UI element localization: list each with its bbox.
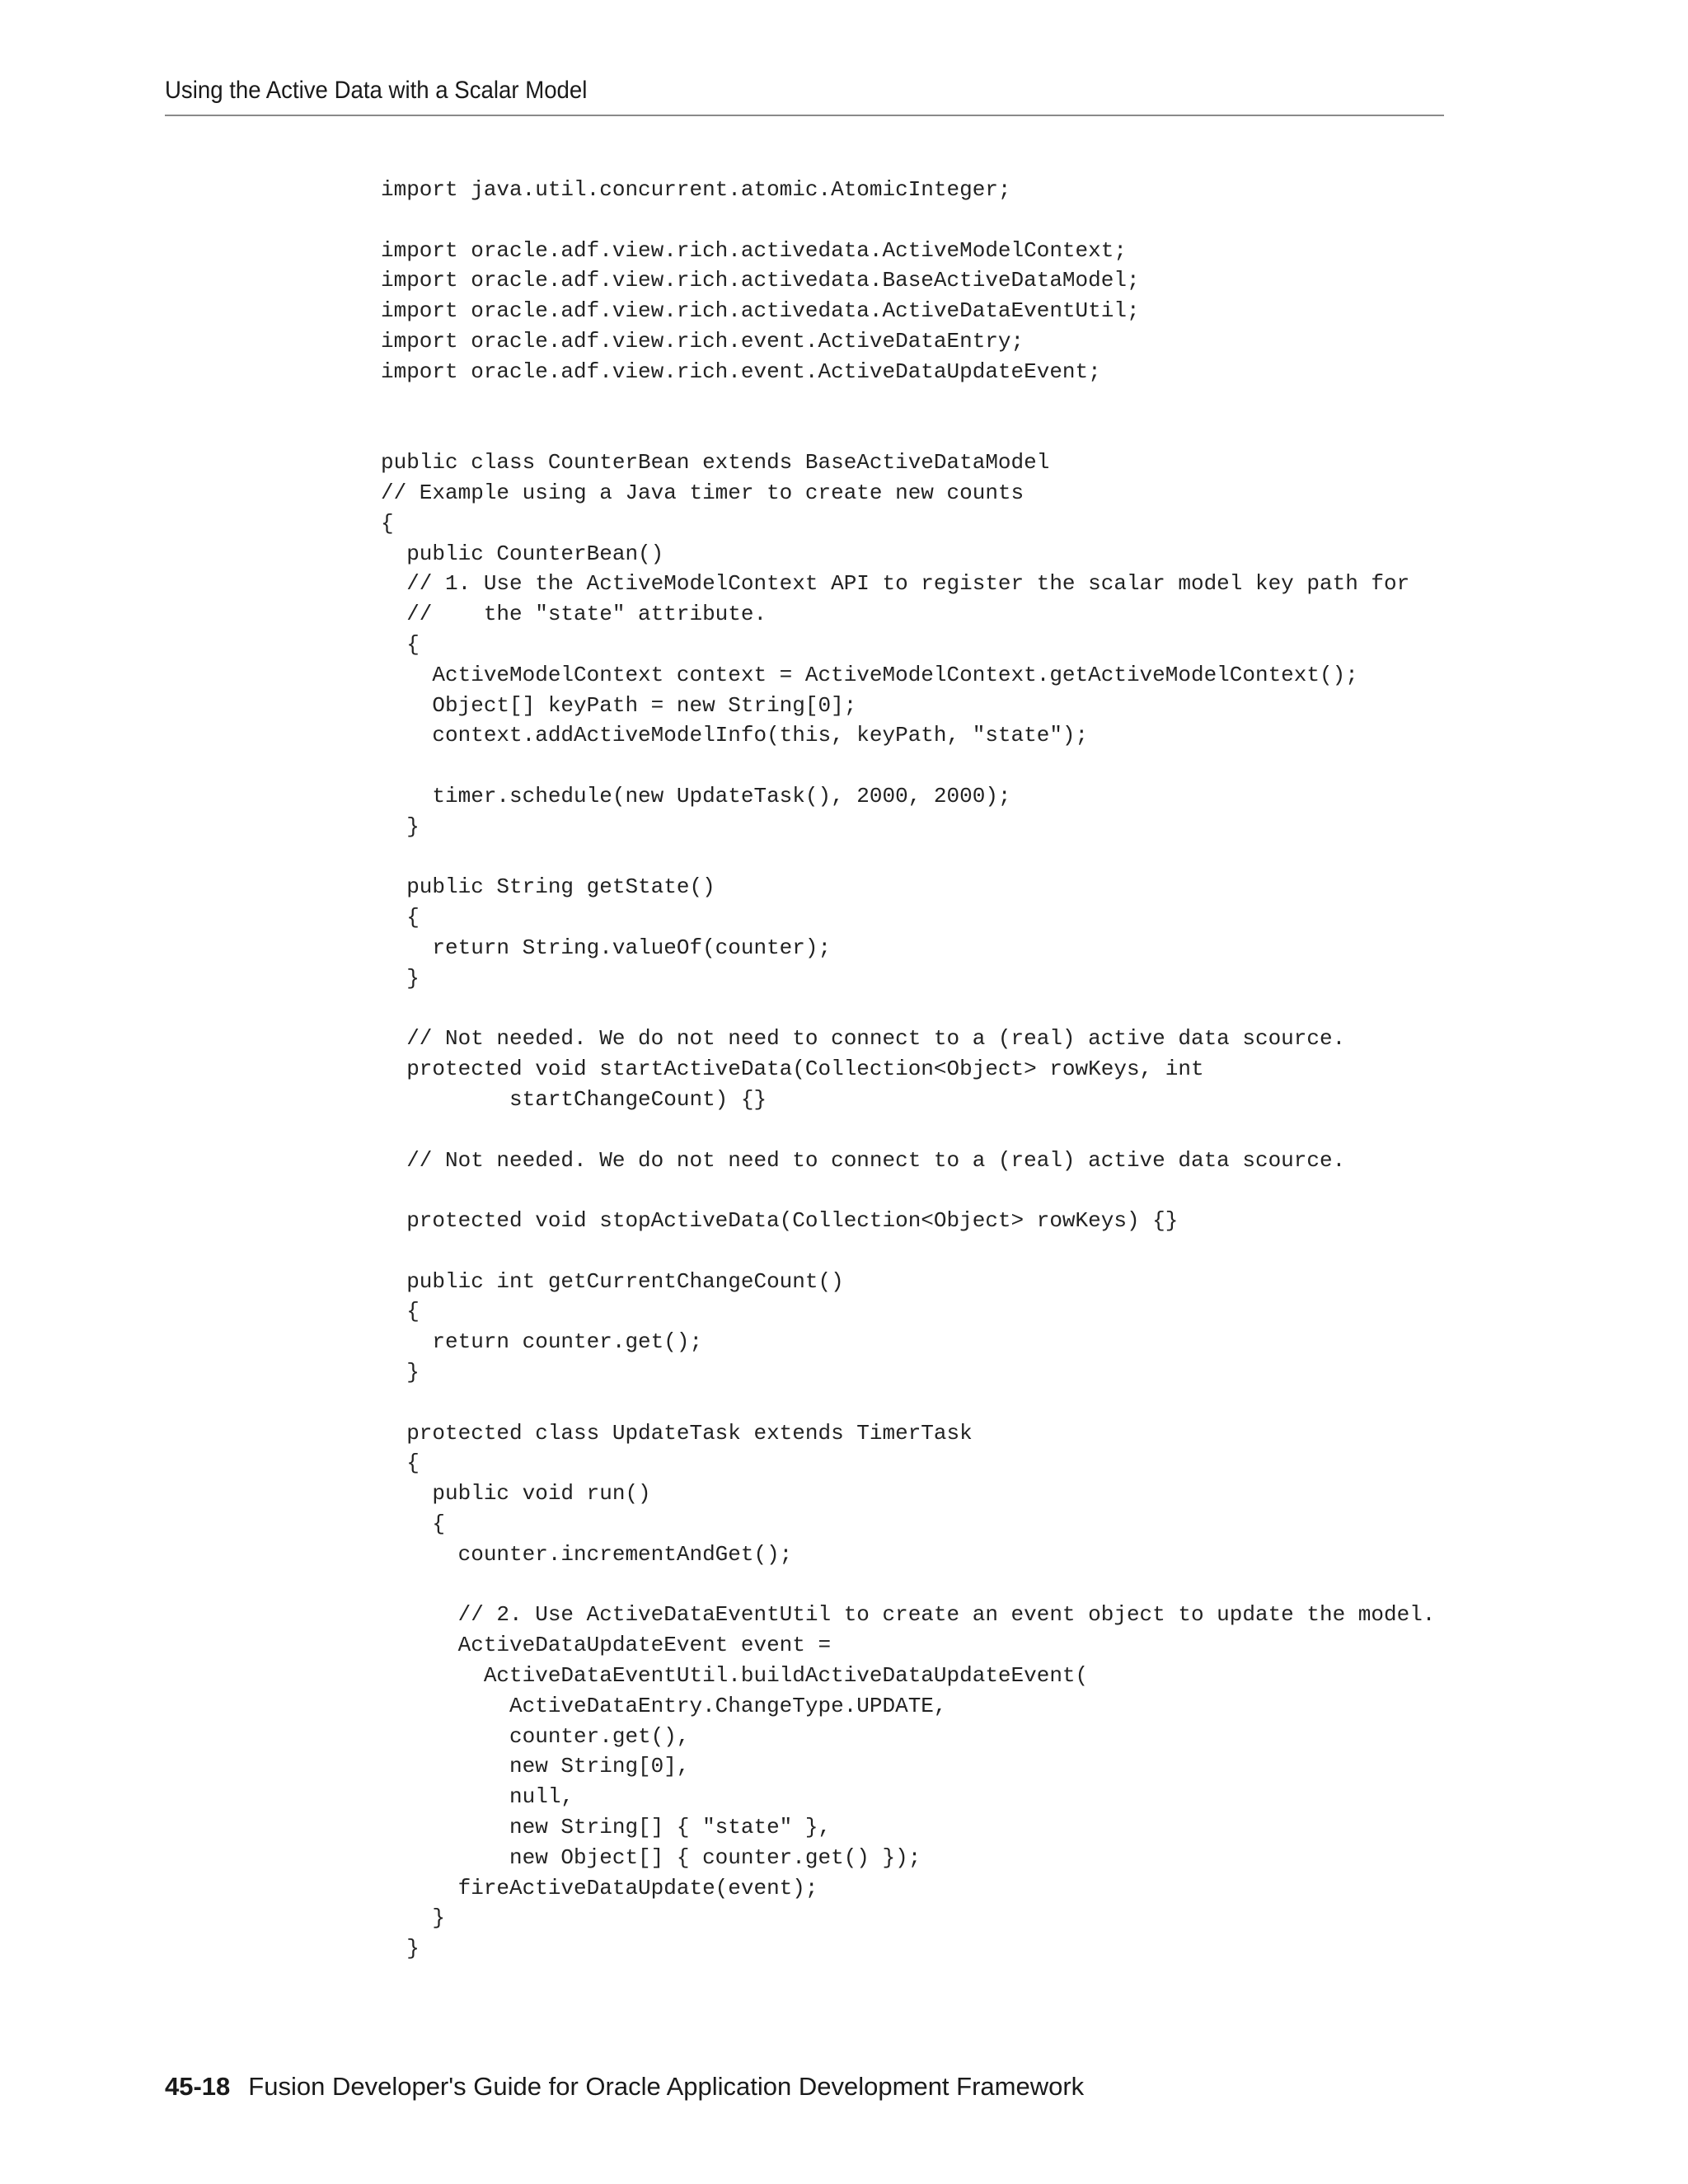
code-line: fireActiveDataUpdate(event); — [381, 1875, 818, 1900]
code-line: // Not needed. We do not need to connect to a (real) active data scource. — [381, 1147, 1346, 1173]
code-line — [381, 417, 1435, 448]
page-number: 45-18 — [165, 2072, 231, 2101]
code-line — [381, 205, 1435, 236]
code-line: } — [381, 813, 420, 839]
code-line: timer.schedule(new UpdateTask(), 2000, 2000); — [381, 783, 1011, 808]
code-line: { — [381, 905, 420, 930]
code-line: protected void stopActiveData(Collection<Object> rowKeys) {} — [381, 1208, 1179, 1234]
code-line: context.addActiveModelInfo(this, keyPath, "state"); — [381, 723, 1089, 748]
code-line: counter.incrementAndGet(); — [381, 1541, 793, 1567]
code-line — [381, 1115, 1435, 1146]
code-line — [381, 751, 1435, 781]
code-line: { — [381, 510, 394, 536]
code-line — [381, 1570, 1435, 1601]
code-line: return counter.get(); — [381, 1329, 703, 1355]
code-line: counter.get(), — [381, 1723, 690, 1749]
code-line: import java.util.concurrent.atomic.AtomicInteger; — [381, 177, 1011, 202]
code-line — [381, 842, 1435, 873]
code-line: // Example using a Java timer to create new counts — [381, 480, 1025, 505]
book-title: Fusion Developer's Guide for Oracle Application Development Framework — [248, 2072, 1085, 2101]
code-line: new String[] { "state" }, — [381, 1815, 832, 1840]
code-line: ActiveModelContext context = ActiveModelContext.getActiveModelContext(); — [381, 662, 1358, 687]
code-line: startChangeCount) {} — [381, 1086, 767, 1112]
code-line: public String getState() — [381, 874, 715, 900]
code-line: { — [381, 1299, 420, 1324]
code-line: public CounterBean() — [381, 541, 664, 566]
code-line: protected class UpdateTask extends TimerTask — [381, 1420, 973, 1446]
code-line: public class CounterBean extends BaseActiveDataModel — [381, 450, 1050, 476]
code-line: } — [381, 1936, 420, 1961]
code-line: import oracle.adf.view.rich.event.ActiveDataUpdateEvent; — [381, 359, 1101, 384]
code-line — [381, 994, 1435, 1024]
header-divider — [165, 115, 1444, 116]
code-line — [381, 1236, 1435, 1267]
code-line: new String[0], — [381, 1754, 690, 1779]
code-line: import oracle.adf.view.rich.activedata.BaseActiveDataModel; — [381, 268, 1140, 293]
code-line: ActiveDataUpdateEvent event = — [381, 1633, 832, 1658]
running-header: Using the Active Data with a Scalar Model — [165, 77, 588, 104]
code-line: { — [381, 1511, 446, 1537]
code-line: // the "state" attribute. — [381, 602, 767, 627]
code-line — [381, 1175, 1435, 1206]
code-line: import oracle.adf.view.rich.activedata.ActiveDataEventUtil; — [381, 298, 1140, 324]
code-line: public void run() — [381, 1481, 651, 1507]
code-line: // 2. Use ActiveDataEventUtil to create an event object to update the model. — [381, 1602, 1436, 1628]
code-line: { — [381, 631, 420, 657]
code-line: Object[] keyPath = new String[0]; — [381, 692, 857, 718]
code-line: // Not needed. We do not need to connect to a (real) active data scource. — [381, 1026, 1346, 1052]
code-line: { — [381, 1451, 420, 1476]
code-line: ActiveDataEntry.ChangeType.UPDATE, — [381, 1693, 947, 1718]
code-line: import oracle.adf.view.rich.event.ActiveDataEntry; — [381, 328, 1025, 354]
code-line: null, — [381, 1784, 574, 1810]
code-line: protected void startActiveData(Collection<Object> rowKeys, int — [381, 1057, 1204, 1082]
code-line: public int getCurrentChangeCount() — [381, 1268, 844, 1294]
code-block — [381, 175, 1435, 1964]
code-line: return String.valueOf(counter); — [381, 935, 832, 960]
code-line: ActiveDataEventUtil.buildActiveDataUpdateEvent( — [381, 1663, 1089, 1689]
code-line — [381, 1388, 1435, 1418]
code-line — [381, 387, 1435, 418]
code-line: new Object[] { counter.get() }); — [381, 1844, 921, 1870]
page-footer — [165, 2070, 1084, 2103]
code-line: // 1. Use the ActiveModelContext API to register the scalar model key path for — [381, 571, 1410, 597]
code-line: } — [381, 965, 420, 991]
code-line: } — [381, 1905, 446, 1931]
code-line: } — [381, 1360, 420, 1385]
code-line: import oracle.adf.view.rich.activedata.ActiveModelContext; — [381, 237, 1127, 263]
